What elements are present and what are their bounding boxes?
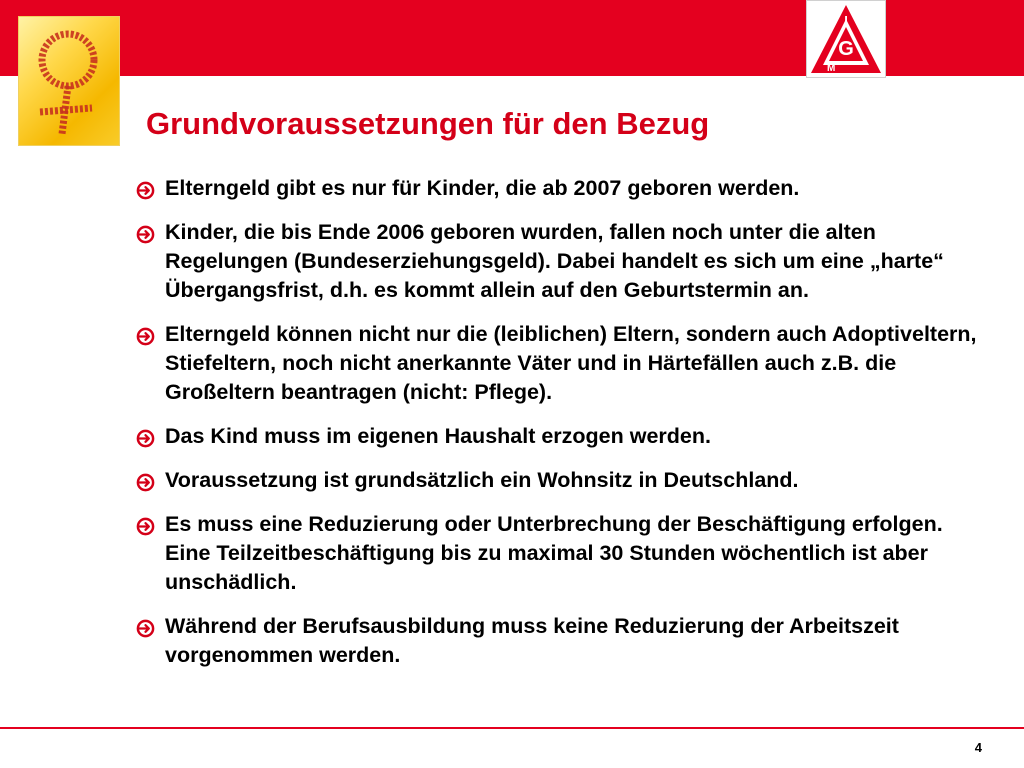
list-item [134,218,994,305]
list-item [134,320,994,407]
arrow-right-circle-icon [136,619,155,638]
bullet-text: Voraussetzung ist grundsätzlich ein Wohnsitz in Deutschland. [165,468,799,492]
list-item [134,174,994,203]
bullet-text: Elterngeld gibt es nur für Kinder, die ab 2007 geboren werden. [165,176,800,200]
arrow-right-circle-icon [136,429,155,448]
ig-metall-logo-icon [806,0,886,78]
bullet-text: Es muss eine Reduzierung oder Unterbrechung der Beschäftigung erfolgen. Eine Teilzeitbeschäftigung bis zu maximal 30 Stunden wöchentlich ist aber unschädlich. [165,512,943,594]
arrow-right-circle-icon [136,473,155,492]
page-number: 4 [974,740,982,755]
footer-divider [0,727,1024,729]
arrow-right-circle-icon [136,517,155,536]
bullet-text: Kinder, die bis Ende 2006 geboren wurden, fallen noch unter die alten Regelungen (Bundeserziehungsgeld). Dabei handelt es sich um eine „harte“ Übergangsfrist, d.h. es kommt allein auf den Geburtstermin an. [165,220,944,302]
list-item [134,422,994,451]
slide-title: Grundvoraussetzungen für den Bezug [146,106,710,141]
arrow-right-circle-icon [136,327,155,346]
bullet-text: Während der Berufsausbildung muss keine Reduzierung der Arbeitszeit vorgenommen werden. [165,614,899,667]
arrow-right-circle-icon [136,225,155,244]
svg-text:I: I [844,13,848,28]
list-item [134,510,994,597]
list-item [134,612,994,670]
venus-symbol-icon [18,16,120,146]
list-item [134,466,994,495]
bullet-text: Elterngeld können nicht nur die (leiblichen) Eltern, sondern auch Adoptiveltern, Stiefeltern, noch nicht anerkannte Väter und in Härtefällen auch z.B. die Großeltern beantragen (nicht: Pflege). [165,322,977,404]
bullet-text: Das Kind muss im eigenen Haushalt erzogen werden. [165,424,711,448]
svg-text:G: G [838,38,854,60]
bullet-list [134,174,994,685]
arrow-right-circle-icon [136,181,155,200]
svg-text:M: M [827,63,836,74]
